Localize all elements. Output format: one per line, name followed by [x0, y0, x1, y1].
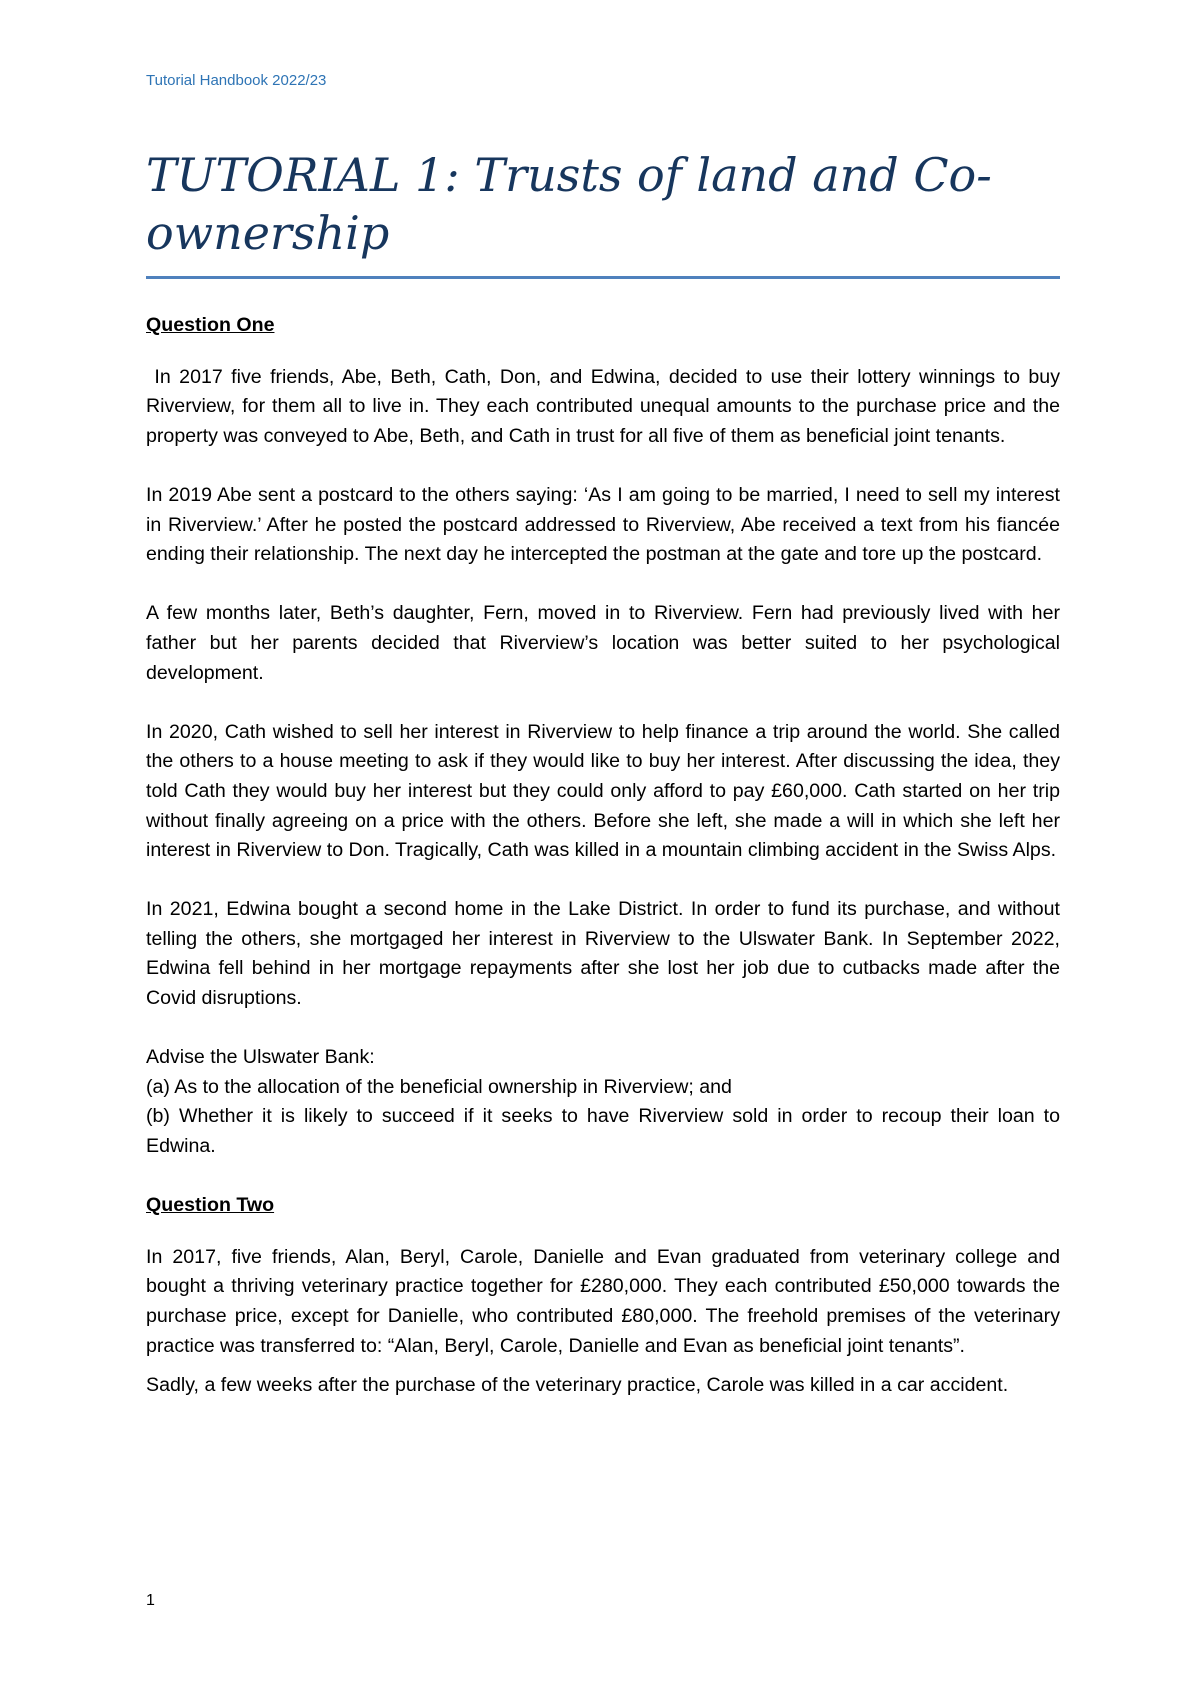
question-one-paragraph: A few months later, Beth’s daughter, Fern, moved in to Riverview. Fern had previously lived with her father but her parents decided that Riverview’s location was better suited to her psychological development.: [146, 602, 1060, 684]
page-title: TUTORIAL 1: Trusts of land and Co-ownership: [146, 148, 992, 260]
advise-item-a: (a) As to the allocation of the beneficial ownership in Riverview; and: [146, 1075, 732, 1098]
running-header: Tutorial Handbook 2022/23: [146, 72, 327, 89]
question-two-heading: Question Two: [146, 1194, 275, 1217]
advise-item-b: (b) Whether it is likely to succeed if it seeks to have Riverview sold in order to recoup their loan to Edwina.: [146, 1105, 1060, 1158]
question-two-paragraph: In 2017, five friends, Alan, Beryl, Carole, Danielle and Evan graduated from veterinary college and bought a thriving veterinary practice together for £280,000. They each contributed £50,000 towards the purchase price, except for Danielle, who contributed £80,000. The freehold premises of the veterinary practice was transferred to: “Alan, Beryl, Carole, Danielle and Evan as beneficial joint tenants”.: [146, 1245, 1060, 1357]
question-one-paragraph: In 2020, Cath wished to sell her interest in Riverview to help finance a trip around the world. She called the others to a house meeting to ask if they would like to buy her interest. After discussing the idea, they told Cath they would buy her interest but they could only afford to pay £60,000. Cath started on her trip without finally agreeing on a price with the others. Before she left, she made a will in which she left her interest in Riverview to Don. Tragically, Cath was killed in a mountain climbing accident in the Swiss Alps.: [146, 720, 1060, 862]
question-one-paragraph: In 2019 Abe sent a postcard to the others saying: ‘As I am going to be married, I need to sell my interest in Riverview.’ After he posted the postcard addressed to Riverview, Abe received a text from his fiancée ending their relationship. The next day he intercepted the postman at the gate and tore up the postcard.: [146, 483, 1060, 566]
question-one-paragraph: In 2017 five friends, Abe, Beth, Cath, Don, and Edwina, decided to use their lottery winnings to buy Riverview, for them all to live in. They each contributed unequal amounts to the purchase price and the property was conveyed to Abe, Beth, and Cath in trust for all five of them as beneficial joint tenants.: [146, 365, 1060, 447]
question-one-heading: Question One: [146, 314, 275, 336]
page-number: 1: [146, 1592, 155, 1609]
question-two-paragraph: Sadly, a few weeks after the purchase of the veterinary practice, Carole was killed in a car accident.: [146, 1374, 1009, 1397]
title-underline-rule: [146, 276, 1060, 279]
document-body: [146, 311, 1060, 1430]
question-one-paragraph: In 2021, Edwina bought a second home in the Lake District. In order to fund its purchase, and without telling the others, she mortgaged her interest in Riverview to the Ulswater Bank. In September 2022, Edwina fell behind in her mortgage repayments after she lost her job due to cutbacks made after the Covid disruptions.: [146, 898, 1060, 1010]
advise-intro: Advise the Ulswater Bank:: [146, 1046, 375, 1069]
